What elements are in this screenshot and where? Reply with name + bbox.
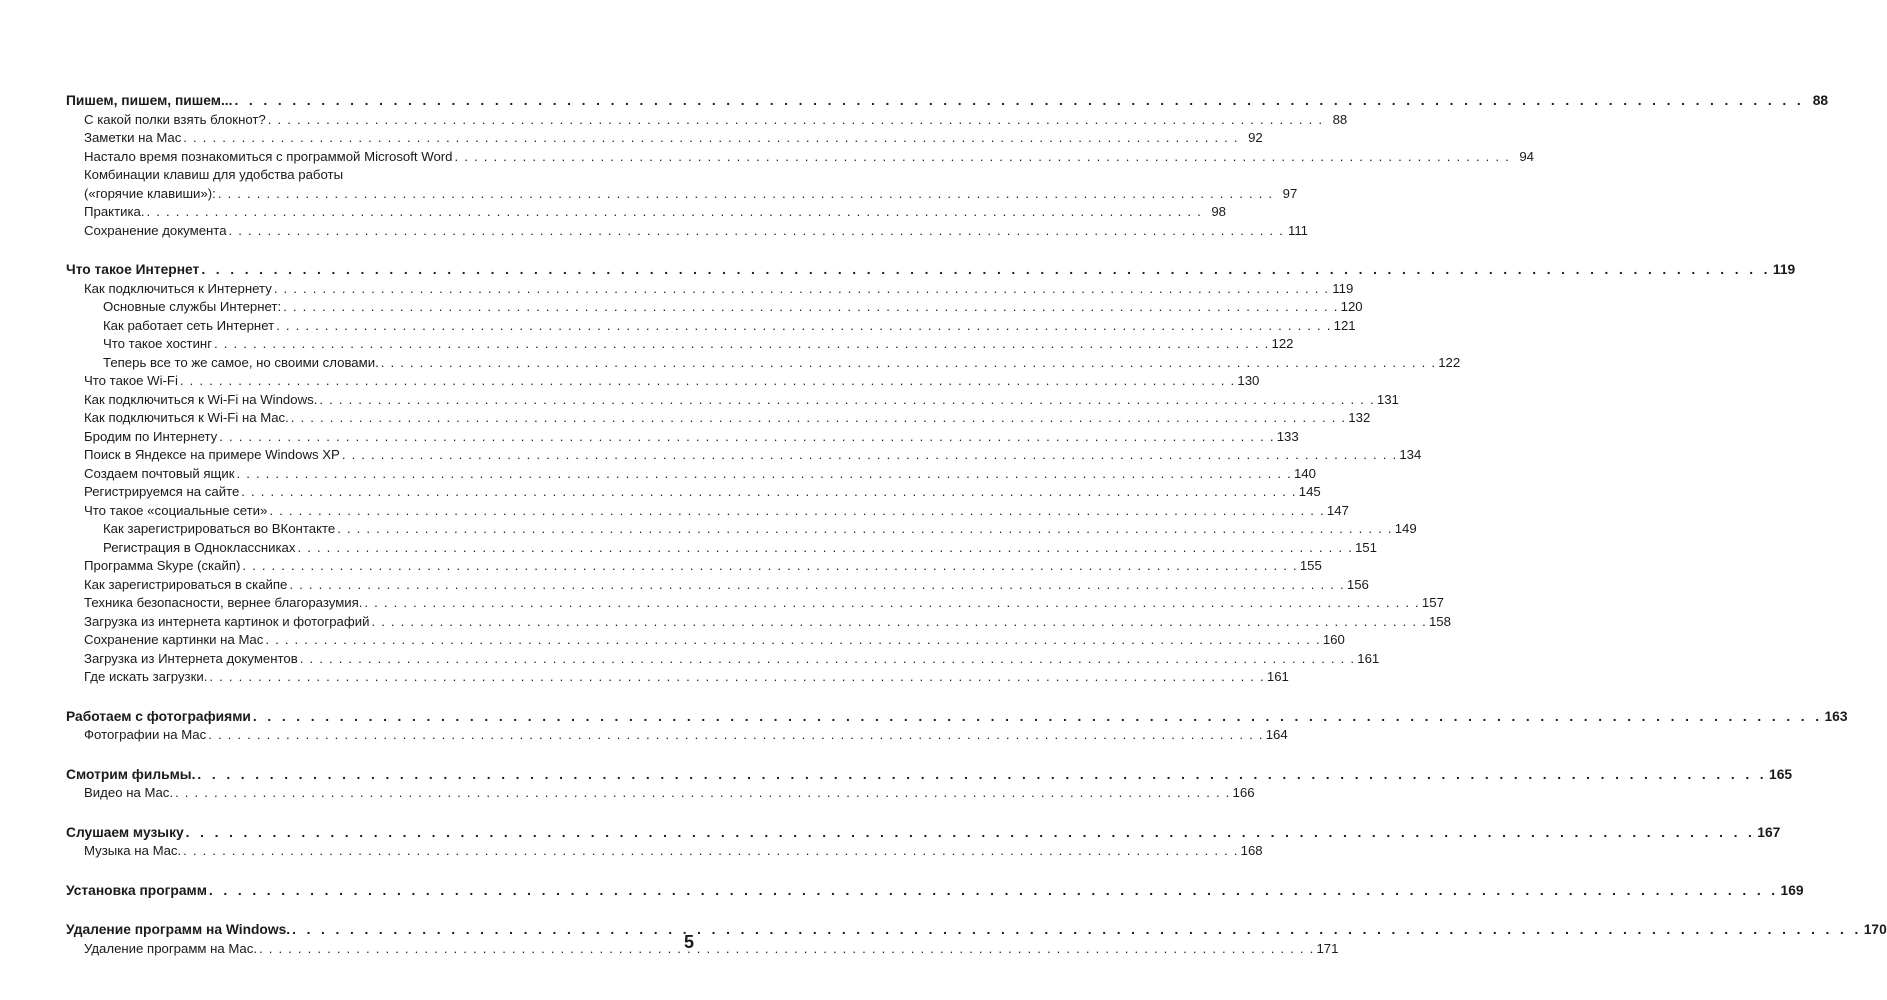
toc-entry (66, 446, 1422, 465)
toc-entry-title: Как зарегистрироваться в скайпе (84, 576, 288, 592)
toc-heading (66, 882, 1804, 901)
toc-entry-title: Музыка на Mac. (84, 843, 182, 858)
toc-entry-page: 157 (1421, 595, 1444, 610)
toc-entry (66, 594, 1444, 613)
toc-entry-title: Как подключиться к Wi-Fi на Windows. (84, 391, 318, 407)
dot-leader (207, 668, 1266, 687)
toc-entry-page: 147 (1326, 502, 1349, 518)
toc-heading-title: Работаем с фотографиями (66, 708, 251, 724)
toc-entry-page: 122 (1438, 354, 1461, 370)
toc-entry (66, 631, 1345, 650)
toc-entry (66, 335, 1294, 354)
dot-leader (289, 409, 1348, 428)
toc-entry-title: Теперь все то же самое, но своими словами. (103, 354, 379, 370)
dot-leader (234, 465, 1293, 484)
dot-leader (145, 203, 1204, 222)
toc-entry-page: 161 (1266, 669, 1289, 684)
toc-entry (66, 613, 1451, 632)
toc-section (66, 766, 1793, 803)
toc-entry-title: Комбинации клавиш для удобства работы (84, 167, 344, 182)
toc-entry (66, 940, 1339, 959)
toc-entry (66, 354, 1461, 373)
toc-entry-title: Настало время познакомиться с программой Microsoft Word (84, 148, 453, 164)
toc-entry-title: Что такое хостинг (103, 336, 213, 351)
toc-entry (66, 391, 1399, 410)
dot-leader (206, 726, 1265, 745)
toc-entry-page: 132 (1348, 410, 1371, 425)
toc-section (66, 708, 1848, 745)
toc-entry-title: Сохранение картинки на Mac (84, 632, 264, 647)
toc-entry-page: 88 (1332, 111, 1348, 127)
toc-entry (66, 520, 1417, 539)
toc-entry (66, 222, 1309, 241)
toc-entry-page: 131 (1376, 391, 1399, 407)
dot-leader (290, 921, 1864, 940)
toc-entry-page: 158 (1428, 613, 1451, 629)
toc-entry (66, 428, 1299, 447)
toc-entry-title: С какой полки взять блокнот? (84, 111, 266, 127)
toc-entry (66, 726, 1288, 745)
toc-entry-page: 140 (1293, 465, 1316, 481)
toc-heading-page: 169 (1780, 882, 1804, 898)
toc-entry-title: Заметки на Mac (84, 130, 182, 145)
toc-entry (66, 842, 1263, 861)
toc-section (66, 824, 1781, 861)
toc-entry-page: 149 (1394, 521, 1417, 536)
toc-entry-title: Регистрируемся на сайте (84, 484, 240, 499)
toc-heading (66, 708, 1848, 727)
dot-leader (362, 594, 1421, 613)
dot-leader (239, 483, 1298, 502)
dot-leader (267, 502, 1326, 521)
toc-entry-page: 97 (1282, 185, 1298, 201)
toc-entry-title: Программа Skype (скайп) (84, 558, 241, 573)
toc-section (66, 921, 1887, 958)
toc-entry (66, 557, 1322, 576)
toc-heading (66, 766, 1793, 785)
toc-heading-page: 163 (1824, 708, 1848, 724)
dot-leader (227, 222, 1286, 241)
toc-entry-title: Что такое Wi-Fi (84, 373, 178, 388)
toc-entry (66, 502, 1349, 521)
toc-entry (66, 129, 1263, 148)
dot-leader (340, 446, 1399, 465)
toc-entry-page: 166 (1232, 785, 1255, 800)
dot-leader (453, 148, 1512, 167)
dot-leader (317, 391, 1376, 410)
toc-heading-page: 170 (1863, 922, 1887, 937)
toc-entry-page: 155 (1299, 558, 1322, 573)
toc-heading (66, 92, 1829, 111)
toc-entry-title: Где искать загрузки. (84, 669, 208, 684)
toc-entry (66, 465, 1316, 484)
toc-heading-title: Пишем, пишем, пишем... (66, 93, 233, 108)
dot-leader (184, 824, 1758, 843)
toc-entry (66, 166, 666, 185)
dot-leader (274, 317, 1333, 336)
toc-entry-page: 134 (1399, 447, 1422, 462)
page-number: 5 (684, 932, 695, 952)
toc-entry-page: 122 (1271, 336, 1294, 351)
toc-heading-page: 88 (1812, 93, 1829, 108)
dot-leader (217, 428, 1276, 447)
toc-entry-page: 168 (1240, 843, 1263, 858)
dot-leader (232, 92, 1806, 111)
toc-entry-title: Загрузка из Интернета документов (84, 650, 298, 666)
toc-entry (66, 317, 1356, 336)
dot-leader (178, 372, 1237, 391)
toc-entry-title: Практика. (84, 204, 145, 219)
dot-leader (181, 842, 1240, 861)
toc-heading-page: 119 (1772, 262, 1796, 277)
toc-entry-title: Регистрация в Одноклассниках (103, 539, 296, 555)
toc-entry-title: Основные службы Интернет: (103, 299, 282, 314)
toc-entry-title: Видео на Mac. (84, 785, 174, 800)
toc-section (66, 261, 1796, 687)
toc-entry-page: 98 (1211, 204, 1226, 219)
table-of-contents (66, 92, 1887, 979)
toc-entry-page: 133 (1276, 428, 1299, 444)
toc-section (66, 92, 1829, 240)
toc-entry-page: 92 (1248, 130, 1263, 145)
dot-leader (369, 613, 1428, 632)
toc-entry-page: 94 (1519, 148, 1534, 164)
dot-leader (240, 557, 1299, 576)
dot-leader (263, 631, 1322, 650)
toc-entry-title: Поиск в Яндексе на примере Windows XP (84, 447, 340, 462)
dot-leader (195, 766, 1769, 785)
toc-entry-title: Загрузка из интернета картинок и фотографий (84, 613, 370, 629)
toc-entry (66, 668, 1289, 687)
toc-entry-title: Удаление программ на Mac. (84, 940, 257, 956)
toc-section (66, 882, 1804, 901)
toc-entry-title: Как подключиться к Wi-Fi на Mac. (84, 410, 289, 425)
toc-heading-title: Смотрим фильмы. (66, 766, 196, 782)
toc-heading-page: 165 (1769, 766, 1793, 782)
toc-heading-title: Что такое Интернет (66, 262, 200, 277)
toc-heading-title: Установка программ (66, 882, 207, 898)
toc-entry-title: Как работает сеть Интернет (103, 317, 275, 333)
toc-entry-title: Что такое «социальные сети» (84, 502, 268, 518)
toc-entry-page: 120 (1340, 299, 1363, 314)
toc-heading (66, 921, 1887, 940)
toc-heading-title: Слушаем музыку (66, 824, 184, 840)
toc-heading (66, 261, 1796, 280)
toc-entry (66, 298, 1363, 317)
toc-entry-title: Как подключиться к Интернету (84, 280, 272, 296)
toc-entry-page: 119 (1332, 280, 1354, 296)
toc-entry-page: 121 (1333, 317, 1356, 333)
toc-entry-page: 111 (1287, 222, 1309, 238)
toc-entry (66, 784, 1255, 803)
toc-entry-page: 164 (1265, 727, 1288, 742)
dot-leader (181, 129, 1240, 148)
toc-entry (66, 650, 1380, 669)
toc-entry-page: 171 (1316, 940, 1339, 956)
toc-entry-title: Как зарегистрироваться во ВКонтакте (103, 521, 336, 536)
toc-heading-title: Удаление программ на Windows. (66, 922, 291, 937)
dot-leader (257, 940, 1316, 959)
toc-entry-page: 161 (1357, 650, 1380, 666)
toc-entry-page: 160 (1322, 632, 1345, 647)
dot-leader (298, 650, 1357, 669)
toc-entry-title: («горячие клавиши»): (84, 185, 216, 201)
toc-entry-title: Бродим по Интернету (84, 428, 218, 444)
toc-entry-title: Создаем почтовый ящик (84, 465, 235, 481)
dot-leader (173, 784, 1232, 803)
dot-leader (335, 520, 1394, 539)
dot-leader (216, 185, 1275, 204)
dot-leader (287, 576, 1346, 595)
toc-entry (66, 539, 1377, 558)
toc-entry (66, 111, 1348, 130)
toc-entry (66, 576, 1369, 595)
toc-entry (66, 280, 1354, 299)
dot-leader (212, 335, 1271, 354)
dot-leader (199, 261, 1773, 280)
toc-entry-page: 156 (1346, 576, 1369, 592)
toc-entry-page: 151 (1354, 539, 1377, 555)
toc-entry-title: Фотографии на Mac (84, 727, 207, 742)
dot-leader (251, 708, 1825, 727)
dot-leader (379, 354, 1438, 373)
toc-entry (66, 409, 1371, 428)
toc-heading-page: 167 (1757, 824, 1781, 840)
toc-entry (66, 203, 1226, 222)
dot-leader (281, 298, 1340, 317)
toc-entry-title: Сохранение документа (84, 222, 227, 238)
dot-leader (272, 280, 1331, 299)
dot-leader (266, 111, 1325, 130)
dot-leader (207, 882, 1781, 901)
toc-heading (66, 824, 1781, 843)
toc-entry-page: 145 (1298, 484, 1321, 499)
toc-entry (66, 483, 1321, 502)
toc-entry (66, 148, 1534, 167)
toc-entry-title: Техника безопасности, вернее благоразумия. (84, 595, 363, 610)
dot-leader (295, 539, 1354, 558)
toc-entry-page: 130 (1237, 373, 1260, 388)
toc-entry (66, 185, 1298, 204)
toc-entry (66, 372, 1260, 391)
